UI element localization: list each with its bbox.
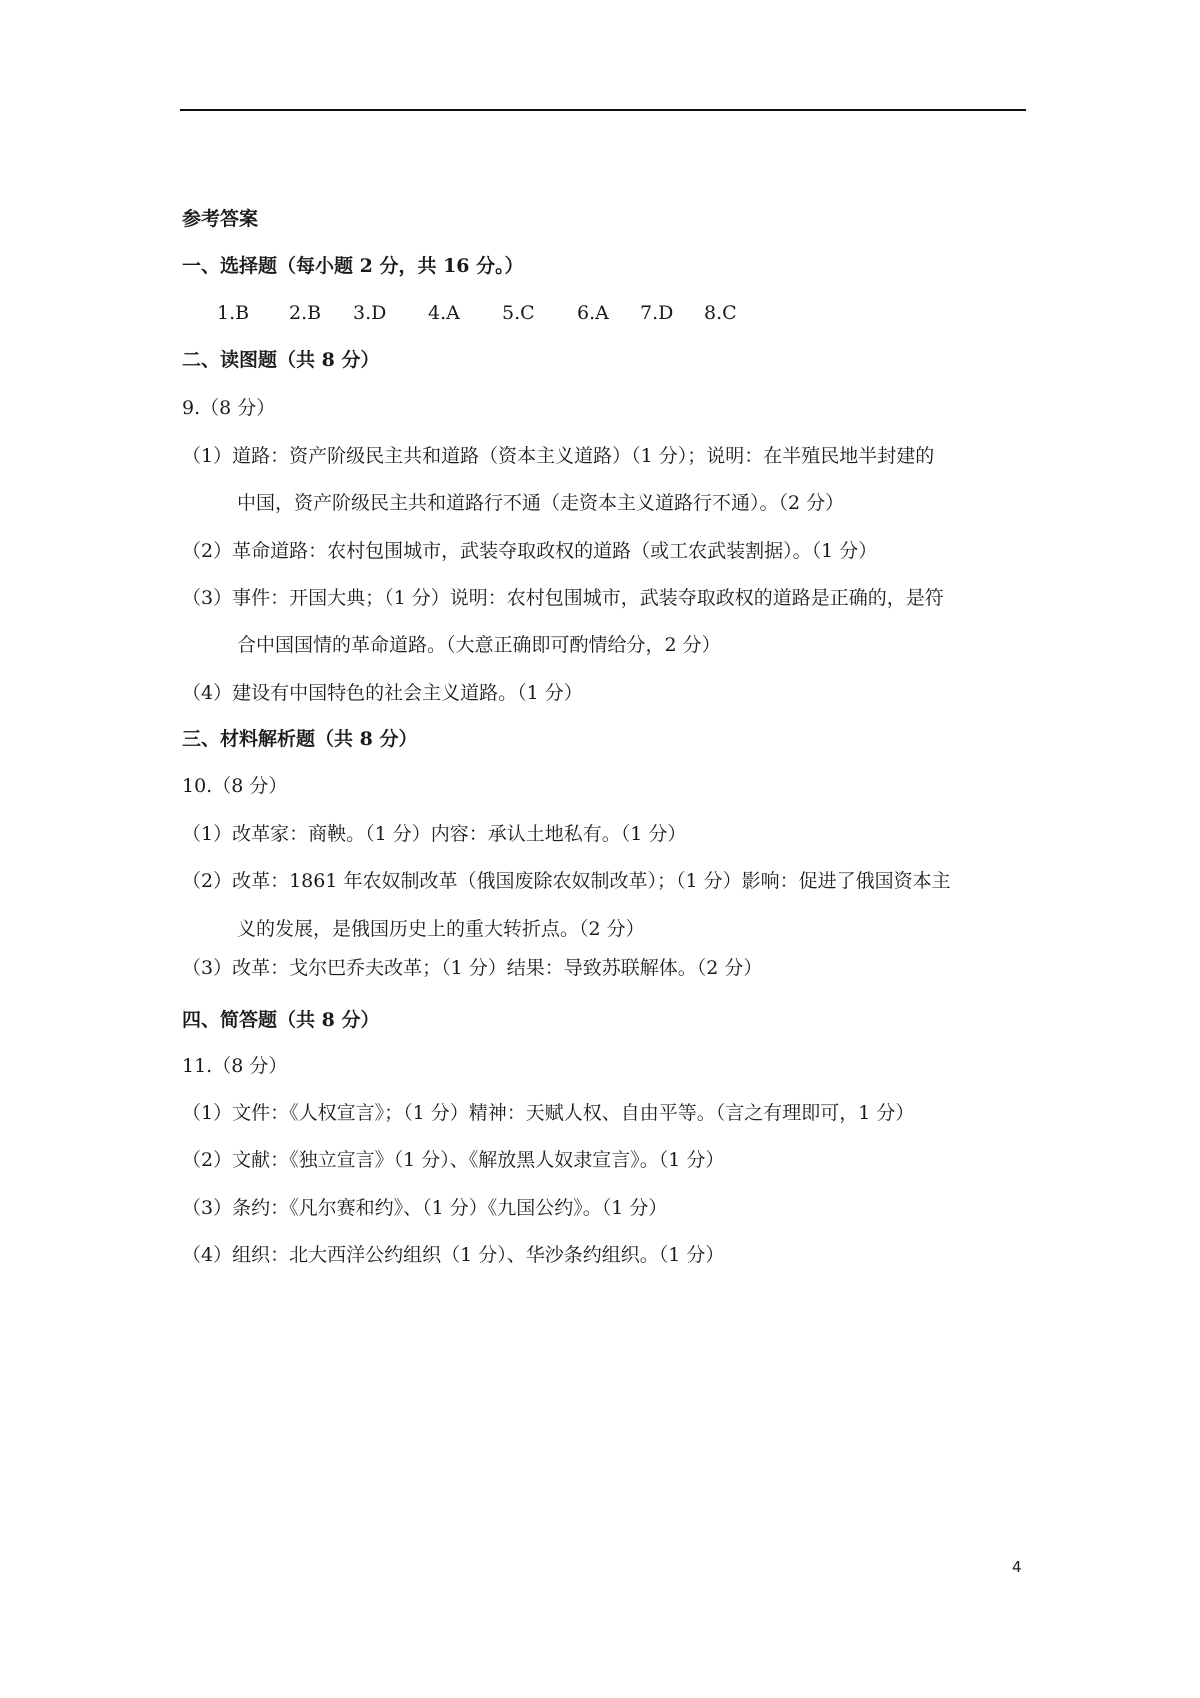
q10-line-3: 义的发展，是俄国历史上的重大转折点。（2 分） <box>237 918 645 940</box>
answer-key-title: 参考答案 <box>182 208 259 230</box>
mc-answer-5: 5.C <box>502 302 535 324</box>
header-rule <box>180 109 1026 111</box>
mc-answer-7: 7.D <box>640 302 674 324</box>
q9-line-6: （4）建设有中国特色的社会主义道路。（1 分） <box>182 682 583 704</box>
q10-line-1: （1）改革家：商鞅。（1 分）内容：承认土地私有。（1 分） <box>182 823 687 845</box>
q9-line-3: （2）革命道路：农村包围城市，武装夺取政权的道路（或工农武装割据）。（1 分） <box>182 540 878 562</box>
page-number: 4 <box>1012 1558 1022 1576</box>
mc-answer-2: 2.B <box>289 302 322 324</box>
q11-line-1: （1）文件：《人权宣言》；（1 分）精神：天赋人权、自由平等。（言之有理即可，1 分） <box>182 1102 915 1124</box>
mc-answer-3: 3.D <box>353 302 387 324</box>
q10-line-2: （2）改革：1861 年农奴制改革（俄国废除农奴制改革）；（1 分）影响：促进了俄国资本主 <box>182 870 951 892</box>
section-4-heading: 四、简答题（共 8 分） <box>182 1009 380 1031</box>
section-3-heading: 三、材料解析题（共 8 分） <box>182 728 418 750</box>
mc-answer-4: 4.A <box>428 302 460 324</box>
q9-line-1: （1）道路：资产阶级民主共和道路（资本主义道路）（1 分）；说明：在半殖民地半封建的 <box>182 445 935 467</box>
mc-answer-8: 8.C <box>704 302 737 324</box>
question-10-label: 10.（8 分） <box>182 775 288 797</box>
question-9-label: 9.（8 分） <box>182 397 276 419</box>
q9-line-2: 中国，资产阶级民主共和道路行不通（走资本主义道路行不通）。（2 分） <box>237 492 845 514</box>
q11-line-2: （2）文献：《独立宣言》（1 分）、《解放黑人奴隶宣言》。（1 分） <box>182 1149 725 1171</box>
q9-line-4: （3）事件：开国大典；（1 分）说明：农村包围城市，武装夺取政权的道路是正确的，是符 <box>182 587 944 609</box>
question-11-label: 11.（8 分） <box>182 1055 288 1077</box>
q10-line-4: （3）改革：戈尔巴乔夫改革；（1 分）结果：导致苏联解体。（2 分） <box>182 957 763 979</box>
mc-answer-1: 1.B <box>217 302 250 324</box>
section-1-heading: 一、选择题（每小题 2 分，共 16 分。） <box>182 255 524 277</box>
mc-answer-6: 6.A <box>577 302 609 324</box>
q11-line-3: （3）条约：《凡尔赛和约》、（1 分）《九国公约》。（1 分） <box>182 1197 668 1219</box>
q11-line-4: （4）组织：北大西洋公约组织（1 分）、华沙条约组织。（1 分） <box>182 1244 725 1266</box>
section-2-heading: 二、读图题（共 8 分） <box>182 349 380 371</box>
q9-line-5: 合中国国情的革命道路。（大意正确即可酌情给分，2 分） <box>237 634 721 656</box>
